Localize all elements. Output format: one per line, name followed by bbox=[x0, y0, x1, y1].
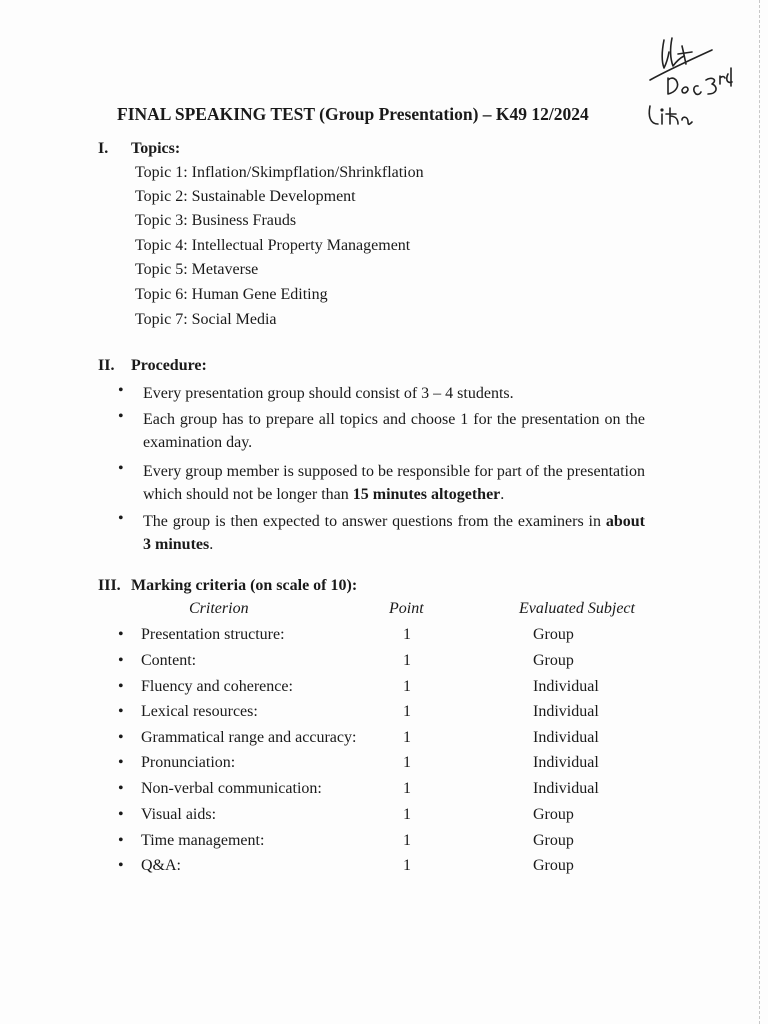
topics-section-title: Topics: bbox=[131, 140, 181, 157]
topic-item-5: Topic 5: Metaverse bbox=[135, 261, 259, 278]
criterion-point: 1 bbox=[403, 754, 411, 771]
marking-section-title: Marking criteria (on scale of 10): bbox=[131, 577, 358, 594]
bullet-icon: • bbox=[118, 626, 124, 643]
criterion-point: 1 bbox=[403, 626, 411, 643]
criterion-subject: Individual bbox=[533, 678, 599, 695]
criterion-name: Fluency and coherence: bbox=[141, 678, 293, 695]
criterion-point: 1 bbox=[403, 652, 411, 669]
criteria-row bbox=[0, 857, 768, 881]
criteria-row bbox=[0, 806, 768, 830]
criterion-point: 1 bbox=[403, 832, 411, 849]
criterion-name: Non-verbal communication: bbox=[141, 780, 322, 797]
topic-item-6: Topic 6: Human Gene Editing bbox=[135, 286, 328, 303]
criterion-name: Grammatical range and accuracy: bbox=[141, 729, 357, 746]
criterion-point: 1 bbox=[403, 806, 411, 823]
criterion-point: 1 bbox=[403, 857, 411, 874]
procedure-item-3-emphasis: 15 minutes altogether bbox=[352, 486, 501, 503]
marking-heading bbox=[98, 577, 357, 595]
bullet-icon: • bbox=[118, 857, 124, 874]
criterion-subject: Group bbox=[533, 832, 574, 849]
procedure-item-3 bbox=[143, 460, 645, 506]
procedure-item-3-end: . bbox=[500, 486, 505, 503]
criterion-subject: Group bbox=[533, 652, 574, 669]
procedure-item-1: Every presentation group should consist of 3 – 4 students. bbox=[143, 385, 514, 402]
bullet-icon: • bbox=[118, 703, 124, 720]
topic-item-2: Topic 2: Sustainable Development bbox=[135, 188, 356, 205]
procedure-item-4-end: . bbox=[209, 536, 214, 553]
procedure-item-3-text: Every group member is supposed to be responsible for part of the presentation which should not be longer than bbox=[143, 463, 645, 503]
criteria-row bbox=[0, 754, 768, 778]
criterion-name: Pronunciation: bbox=[141, 754, 236, 771]
bullet-icon: • bbox=[118, 510, 124, 527]
column-header-point: Point bbox=[389, 600, 424, 617]
criterion-point: 1 bbox=[403, 780, 411, 797]
criterion-name: Lexical resources: bbox=[141, 703, 258, 720]
criterion-subject: Group bbox=[533, 806, 574, 823]
bullet-icon: • bbox=[118, 652, 124, 669]
column-header-evaluated-subject: Evaluated Subject bbox=[519, 600, 635, 617]
procedure-item-4-text: The group is then expected to answer questions from the examiners in bbox=[143, 513, 606, 530]
bullet-icon: • bbox=[118, 382, 124, 399]
bullet-icon: • bbox=[118, 780, 124, 797]
procedure-item-2: Each group has to prepare all topics and choose 1 for the presentation on the examination day. bbox=[143, 411, 645, 451]
criterion-subject: Individual bbox=[533, 729, 599, 746]
criterion-subject: Individual bbox=[533, 780, 599, 797]
bullet-icon: • bbox=[118, 729, 124, 746]
bullet-icon: • bbox=[118, 806, 124, 823]
criterion-point: 1 bbox=[403, 678, 411, 695]
procedure-section-number: II. bbox=[98, 357, 115, 374]
criterion-name: Content: bbox=[141, 652, 197, 669]
procedure-item-4-emphasis: about 3 minutes bbox=[143, 513, 645, 553]
criterion-name: Visual aids: bbox=[141, 806, 217, 823]
bullet-icon: • bbox=[118, 460, 124, 477]
criteria-row bbox=[0, 626, 768, 650]
criterion-name: Time management: bbox=[141, 832, 265, 849]
criterion-subject: Individual bbox=[533, 754, 599, 771]
bullet-icon: • bbox=[118, 408, 124, 425]
criteria-row bbox=[0, 652, 768, 676]
criteria-row bbox=[0, 780, 768, 804]
bullet-icon: • bbox=[118, 754, 124, 771]
criterion-name: Q&A: bbox=[141, 857, 181, 874]
procedure-item-4 bbox=[143, 510, 645, 556]
criteria-row bbox=[0, 703, 768, 727]
topic-item-4: Topic 4: Intellectual Property Management bbox=[135, 237, 411, 254]
criterion-subject: Group bbox=[533, 626, 574, 643]
document-title: FINAL SPEAKING TEST (Group Presentation) – K49 12/2024 bbox=[117, 104, 589, 124]
topics-heading bbox=[98, 140, 180, 158]
bullet-icon: • bbox=[118, 678, 124, 695]
criterion-name: Presentation structure: bbox=[141, 626, 285, 643]
criteria-row bbox=[0, 678, 768, 702]
marking-section-number: III. bbox=[98, 577, 121, 594]
topic-item-1: Topic 1: Inflation/Skimpflation/Shrinkflation bbox=[135, 164, 424, 181]
handwritten-annotation-icon bbox=[628, 28, 738, 138]
criterion-point: 1 bbox=[403, 703, 411, 720]
criteria-row bbox=[0, 832, 768, 856]
topics-section-number: I. bbox=[98, 140, 109, 157]
criteria-row bbox=[0, 729, 768, 753]
criterion-point: 1 bbox=[403, 729, 411, 746]
bullet-icon: • bbox=[118, 832, 124, 849]
procedure-section-title: Procedure: bbox=[131, 357, 207, 374]
column-header-criterion: Criterion bbox=[189, 600, 249, 617]
procedure-heading bbox=[98, 357, 207, 375]
topic-item-3: Topic 3: Business Frauds bbox=[135, 212, 297, 229]
criterion-subject: Group bbox=[533, 857, 574, 874]
criterion-subject: Individual bbox=[533, 703, 599, 720]
topic-item-7: Topic 7: Social Media bbox=[135, 311, 277, 328]
